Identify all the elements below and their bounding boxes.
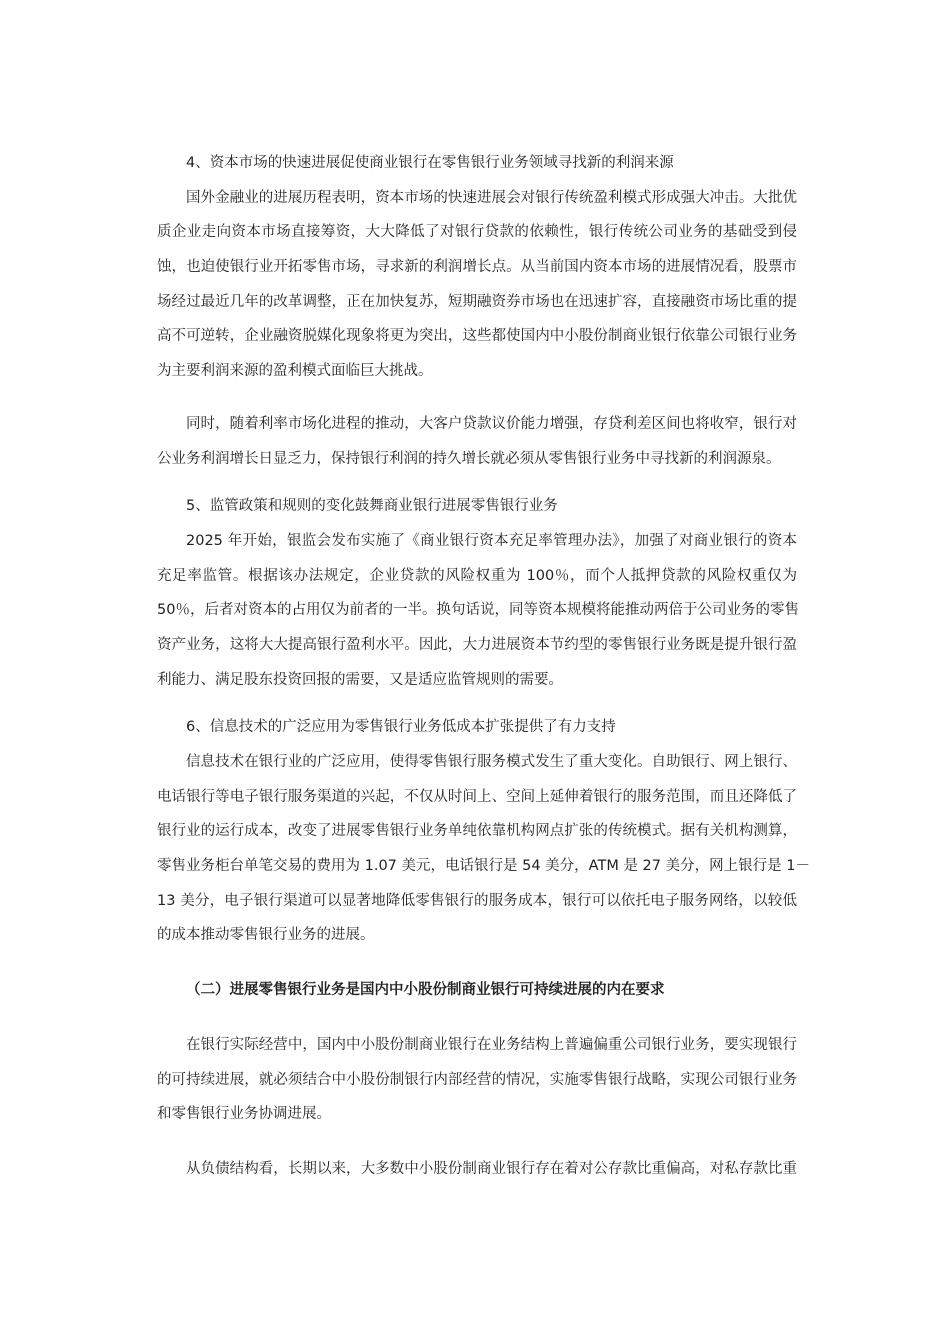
paragraph-line: 高不可逆转，企业融资脱媒化现象将更为突出，这些都使国内中小股份制商业银行依靠公司银行业务 [157, 328, 797, 345]
paragraph-line: 蚀，也迫使银行业开拓零售市场，寻求新的利润增长点。从当前国内资本市场的进展情况看，股票市 [157, 259, 797, 276]
section-heading-4: 4、资本市场的快速进展促使商业银行在零售银行业务领域寻找新的利润来源 [186, 155, 674, 171]
paragraph-line: 公业务利润增长日显乏力，保持银行利润的持久增长就必须从零售银行业务中寻找新的利润源泉。 [157, 450, 781, 467]
paragraph-line: 信息技术在银行业的广泛应用，使得零售银行服务模式发生了重大变化。自助银行、网上银行、 [186, 754, 797, 770]
paragraph-line: 和零售银行业务协调进展。 [157, 1106, 331, 1123]
paragraph-line: 在银行实际经营中，国内中小股份制商业银行在业务结构上普遍偏重公司银行业务，要实现银行 [186, 1036, 797, 1053]
document-page [157, 146, 810, 1187]
paragraph-line: 利能力、满足股东投资回报的需要，又是适应监管规则的需要。 [157, 671, 563, 688]
paragraph-line: 场经过最近几年的改革调整，正在加快复苏，短期融资券市场也在迅速扩容，直接融资市场比重的提 [157, 293, 797, 310]
paragraph-line: 同时，随着利率市场化进程的推动，大客户贷款议价能力增强，存贷利差区间也将收窄，银行对 [186, 415, 797, 432]
paragraph-line: 为主要利润来源的盈利模式面临巨大挑战。 [157, 363, 433, 380]
paragraph-line: 电话银行等电子银行服务渠道的兴起，不仅从时间上、空间上延伸着银行的服务范围，而且还降低了 [157, 788, 797, 805]
paragraph-line: 银行业的运行成本，改变了进展零售银行业务单纯依靠机构网点扩张的传统模式。据有关机构测算， [157, 823, 797, 840]
paragraph-technology [157, 745, 810, 953]
paragraph-line: 质企业走向资本市场直接筹资，大大降低了对银行贷款的依赖性，银行传统公司业务的基础受到侵 [157, 224, 797, 241]
paragraph-regulation [157, 524, 797, 697]
paragraph-liability-structure [157, 1152, 797, 1187]
paragraph-line: 资产业务，这将大大提高银行盈利水平。因此，大力进展资本节约型的零售银行业务既是提升银行盈 [157, 636, 797, 653]
paragraph-business-structure [157, 1028, 797, 1132]
paragraph-line: 从负债结构看，长期以来，大多数中小股份制商业银行存在着对公存款比重偏高，对私存款比重 [186, 1160, 797, 1177]
paragraph-interest-rate [157, 407, 797, 476]
paragraph-line: 充足率监管。根据该办法规定，企业贷款的风险权重为 100％，而个人抵押贷款的风险权重仅为 [157, 567, 797, 584]
section-heading-6: 6、信息技术的广泛应用为零售银行业务低成本扩张提供了有力支持 [186, 719, 616, 736]
paragraph-line: 2025 年开始，银监会发布实施了《商业银行资本充足率管理办法》，加强了对商业银行的资本 [186, 532, 797, 549]
paragraph-line: 国外金融业的进展历程表明，资本市场的快速进展会对银行传统盈利模式形成强大冲击。大批优 [186, 189, 797, 206]
paragraph-line: 的成本推动零售银行业务的进展。 [157, 927, 375, 944]
paragraph-line: 13 美分，电子银行渠道可以显著地降低零售银行的服务成本，银行可以依托电子服务网络，以较低 [157, 892, 797, 909]
paragraph-capital-market [157, 181, 797, 389]
part-two-heading: （二）进展零售银行业务是国内中小股份制商业银行可持续进展的内在要求 [186, 982, 665, 999]
paragraph-line: 的可持续进展，就必须结合中小股份制银行内部经营的情况，实施零售银行战略，实现公司银行业务 [157, 1071, 797, 1088]
paragraph-line: 零售业务柜台单笔交易的费用为 1.07 美元，电话银行是 54 美分，ATM 是 27 美分，网上银行是 1－ [157, 858, 810, 875]
paragraph-line: 50％，后者对资本的占用仅为前者的一半。换句话说，同等资本规模将能推动两倍于公司业务的零售 [157, 602, 799, 619]
section-heading-5: 5、监管政策和规则的变化鼓舞商业银行进展零售银行业务 [186, 498, 558, 515]
